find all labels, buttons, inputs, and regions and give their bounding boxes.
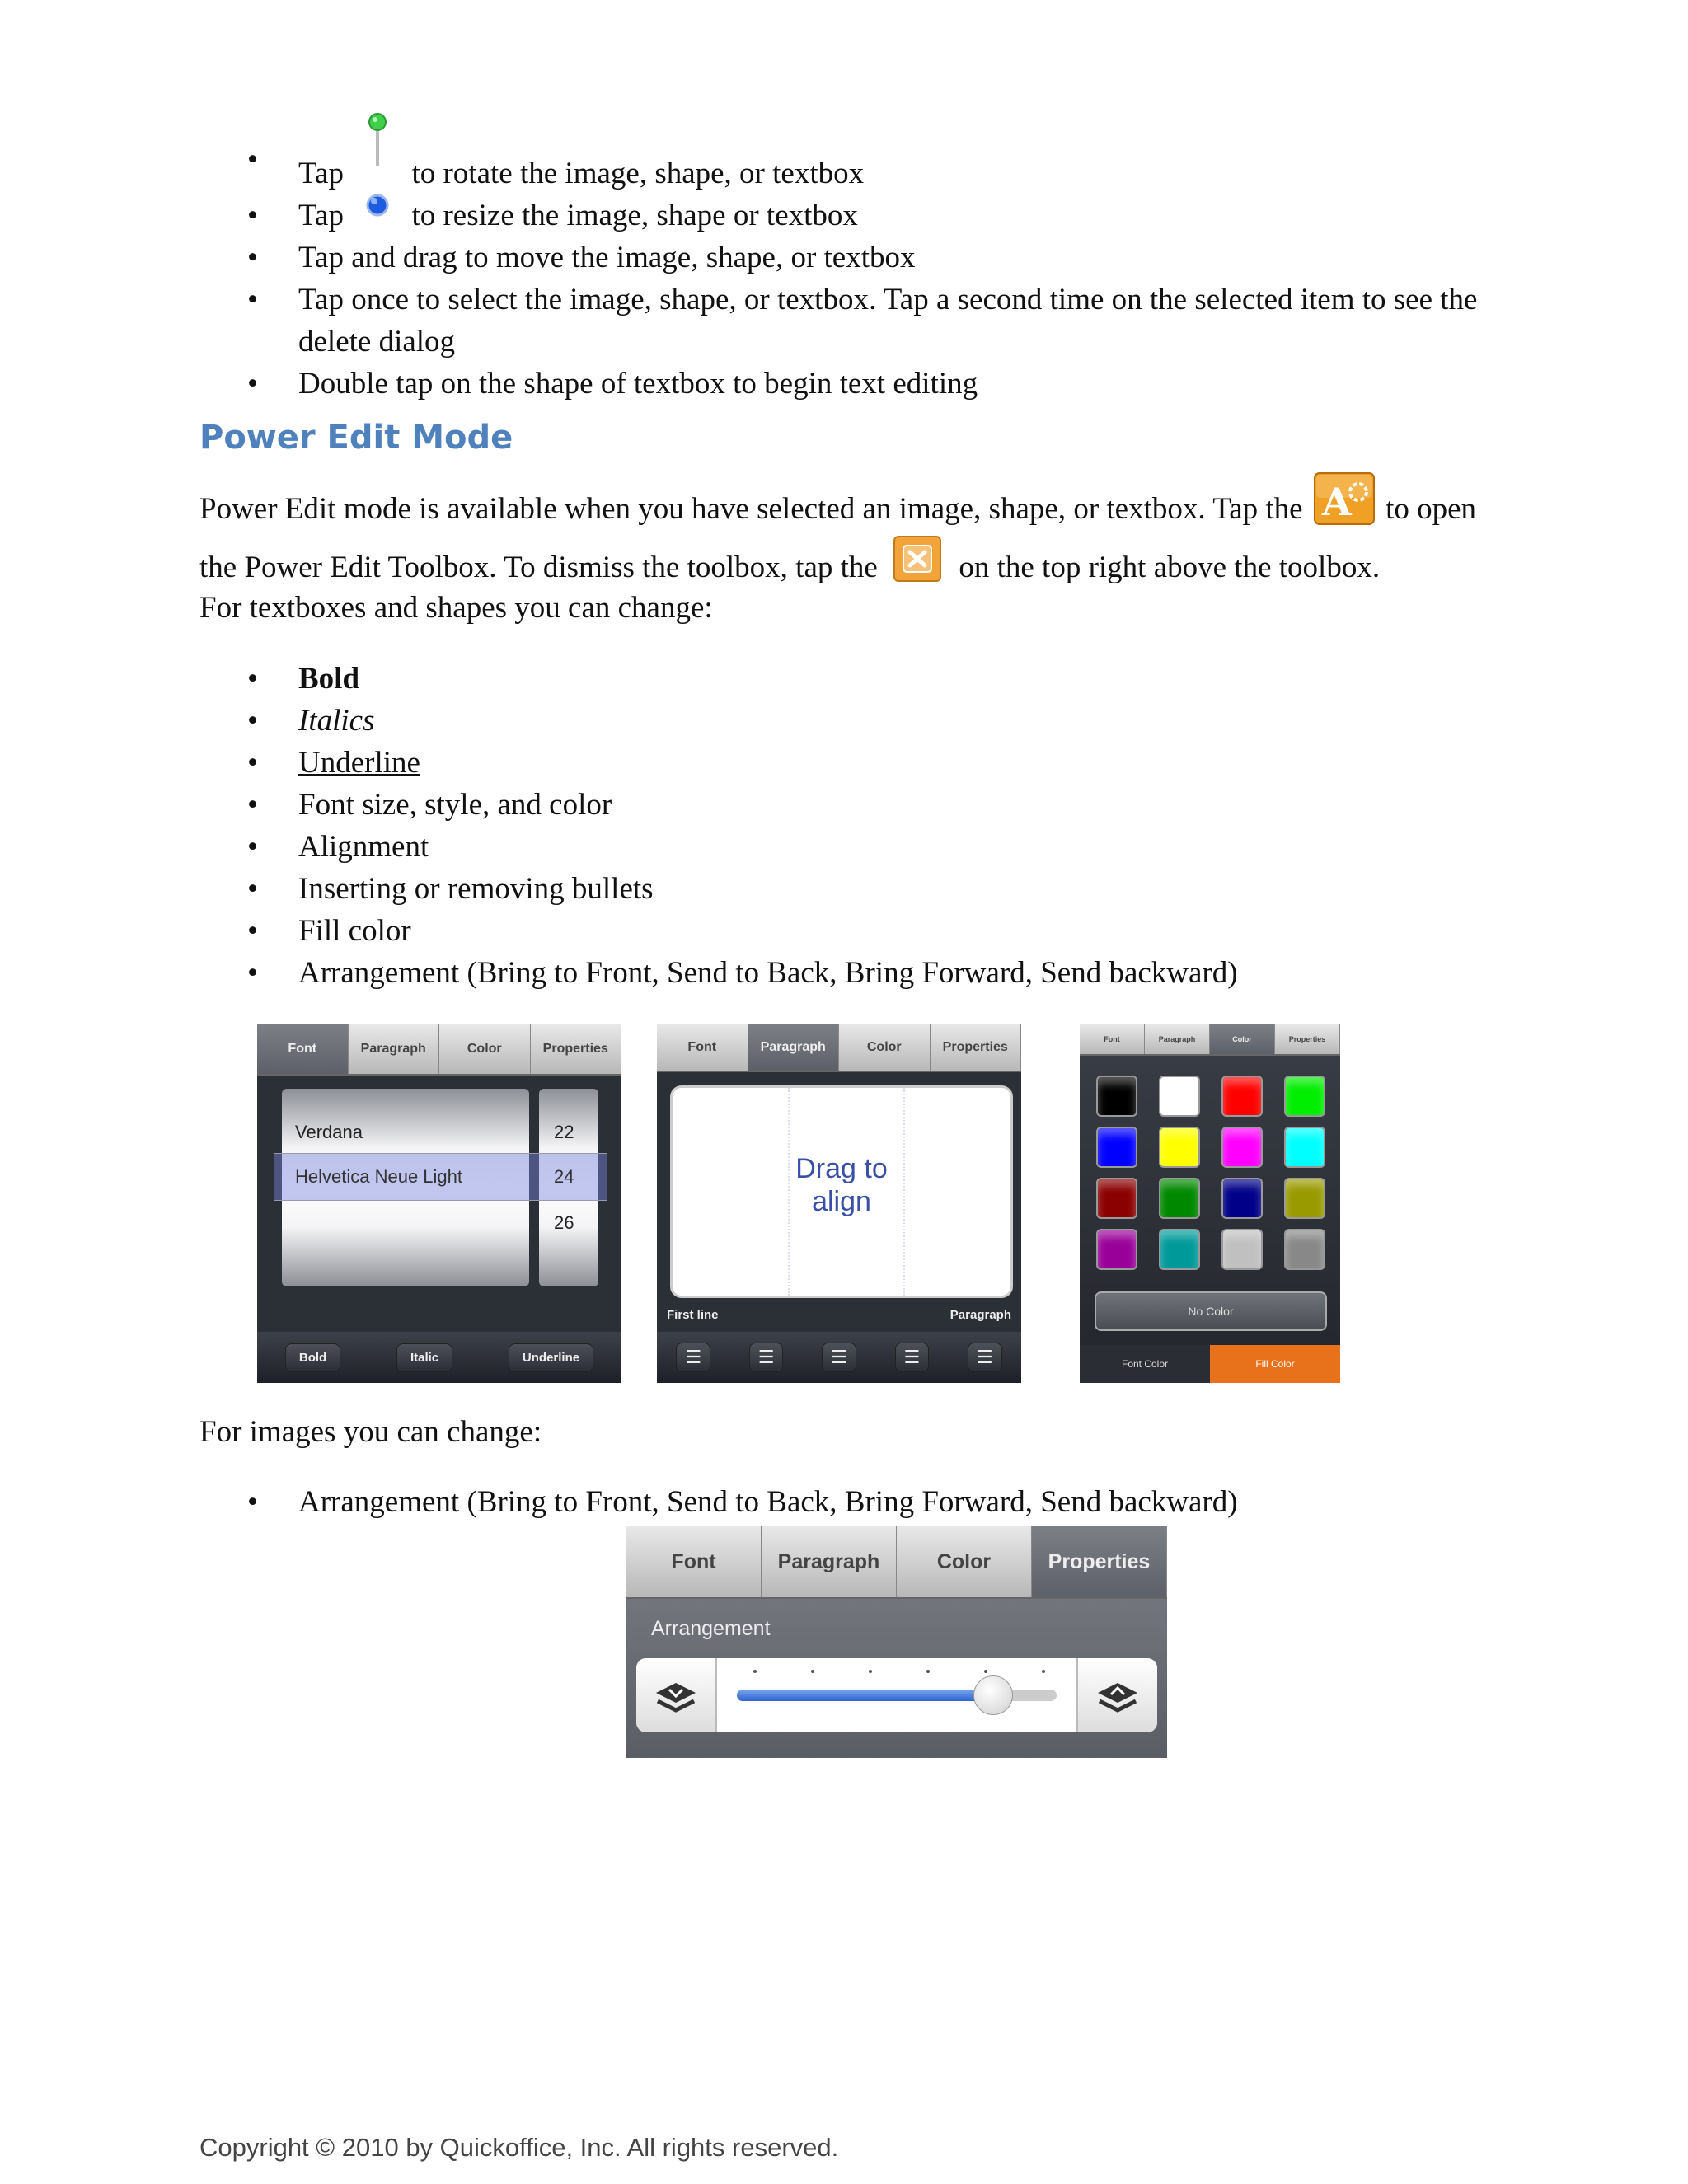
list-item: • Tap to resize the image, shape or textbox	[0, 194, 1502, 237]
layers-down-icon	[636, 1658, 715, 1732]
color-swatch[interactable]	[1096, 1178, 1137, 1219]
color-swatch[interactable]	[1159, 1178, 1200, 1219]
bullet-text: Tap once to select the image, shape, or textbox. Tap a second time on the selected item to see the	[298, 283, 1478, 316]
color-swatch[interactable]	[1284, 1229, 1325, 1270]
intro-text: the Power Edit Toolbox. To dismiss the toolbox, tap the	[199, 551, 878, 584]
tab-bar	[626, 1526, 1167, 1599]
alignment-drag-area[interactable]	[670, 1085, 1013, 1298]
tab-font[interactable]: Font	[626, 1526, 762, 1597]
section-heading: Power Edit Mode	[199, 419, 513, 457]
list-item: • Arrangement (Bring to Front, Send to Back, Bring Forward, Send backward)	[247, 1485, 1238, 1519]
bullet-text: Arrangement (Bring to Front, Send to Back, Bring Forward, Send backward)	[298, 956, 1238, 990]
list-item: • Double tap on the shape of textbox to begin text editing	[247, 367, 978, 401]
font-option-selected[interactable]: Helvetica Neue Light	[295, 1166, 463, 1187]
intro-text: to open	[1386, 492, 1477, 526]
list-item: • Italics	[247, 704, 375, 738]
color-swatch[interactable]	[1284, 1076, 1325, 1117]
tab-properties[interactable]: Properties	[1275, 1024, 1340, 1054]
list-item: • Underline	[247, 746, 420, 780]
size-option[interactable]: 26	[554, 1212, 574, 1233]
color-swatch[interactable]	[1221, 1127, 1263, 1168]
tab-properties[interactable]: Properties	[931, 1024, 1022, 1071]
color-swatch[interactable]	[1096, 1076, 1137, 1117]
bullet-text: Alignment	[298, 830, 429, 864]
color-swatch[interactable]	[1284, 1178, 1325, 1219]
bullet-text: Double tap on the shape of textbox to begin text editing	[298, 367, 978, 401]
indent-decrease-icon[interactable]: ☰	[895, 1343, 930, 1372]
list-item: • Alignment	[247, 830, 429, 864]
slider-tick	[869, 1670, 872, 1673]
bullet-list-icon[interactable]: ☰	[822, 1343, 856, 1372]
align-left-icon[interactable]: ☰	[676, 1343, 710, 1372]
arrangement-label: Arrangement	[651, 1617, 771, 1640]
bullet-text: Inserting or removing bullets	[298, 872, 654, 906]
color-swatch[interactable]	[1096, 1229, 1137, 1270]
svg-text:A: A	[1321, 479, 1352, 524]
alignment-guide	[903, 1088, 905, 1296]
tab-color[interactable]: Color	[897, 1526, 1032, 1597]
layers-up-icon	[1078, 1658, 1157, 1732]
color-swatch[interactable]	[1221, 1229, 1263, 1270]
list-item: • Fill color	[247, 914, 411, 948]
paragraph-label: Paragraph	[950, 1308, 1011, 1322]
tab-color[interactable]: Color	[839, 1024, 931, 1071]
intro-line-2	[199, 546, 1380, 588]
arrangement-control	[636, 1658, 1157, 1732]
list-item: • Font size, style, and color	[247, 788, 612, 822]
tab-font[interactable]: Font	[657, 1024, 748, 1071]
list-item: • Tap and drag to move the image, shape, or textbox	[247, 241, 916, 274]
tab-color[interactable]: Color	[1210, 1024, 1275, 1054]
bullet-text-continued: delete dialog	[298, 325, 456, 359]
bullet-text: Fill color	[298, 914, 411, 948]
slider-ticks	[737, 1670, 1057, 1678]
color-target-bar	[1080, 1345, 1340, 1383]
bold-label: Bold	[298, 662, 360, 696]
intro-text: on the top right above the toolbox.	[959, 551, 1381, 584]
send-to-back-button[interactable]	[636, 1658, 717, 1732]
arrangement-slider-fill	[737, 1690, 992, 1701]
color-swatch[interactable]	[1221, 1076, 1263, 1117]
copyright-footer: Copyright © 2010 by Quickoffice, Inc. All rights reserved.	[199, 2133, 839, 2162]
list-item: • Tap once to select the image, shape, or textbox. Tap a second time on the selected item to see the delete dialog	[247, 283, 1478, 359]
no-color-button[interactable]: No Color	[1095, 1291, 1327, 1331]
tab-properties[interactable]: Properties	[531, 1024, 622, 1074]
color-swatch[interactable]	[1159, 1229, 1200, 1270]
tab-bar	[657, 1024, 1021, 1072]
italic-button[interactable]: Italic	[396, 1343, 452, 1372]
format-bullet-list	[0, 658, 1502, 994]
properties-panel-screenshot	[626, 1526, 1167, 1758]
size-option[interactable]: 22	[554, 1122, 574, 1142]
list-item: • Inserting or removing bullets	[247, 872, 654, 906]
tab-color[interactable]: Color	[439, 1024, 531, 1074]
tab-font[interactable]: Font	[1080, 1024, 1145, 1054]
tab-paragraph[interactable]: Paragraph	[1145, 1024, 1210, 1054]
tab-bar	[257, 1024, 621, 1076]
indent-increase-icon[interactable]: ☰	[968, 1343, 1002, 1372]
arrangement-slider-thumb[interactable]	[973, 1675, 1013, 1715]
slider-tick	[753, 1670, 757, 1673]
arrangement-slider-track[interactable]	[737, 1690, 1057, 1701]
list-item: • Bold	[247, 662, 360, 696]
bullet-text: to rotate the image, shape, or textbox	[411, 157, 865, 190]
tab-paragraph[interactable]: Paragraph	[762, 1526, 897, 1597]
action-bullet-list	[0, 138, 1502, 405]
slider-tick	[1042, 1670, 1045, 1673]
tab-paragraph[interactable]: Paragraph	[349, 1024, 440, 1074]
intro-line-1	[199, 479, 1477, 530]
paragraph-panel-screenshot	[657, 1024, 1021, 1383]
color-panel-screenshot	[1080, 1024, 1340, 1383]
list-item: • Arrangement (Bring to Front, Send to Back, Bring Forward, Send backward)	[247, 956, 1238, 990]
bullet-text: Tap	[298, 157, 344, 190]
intro-line-3: For textboxes and shapes you can change:	[199, 591, 713, 625]
font-panel-screenshot	[257, 1024, 621, 1383]
drag-to-align-label: Drag to align	[795, 1153, 888, 1217]
bullet-text: Tap	[298, 199, 344, 232]
size-option-selected[interactable]: 24	[554, 1166, 574, 1187]
first-line-label: First line	[667, 1308, 719, 1322]
slider-tick	[984, 1670, 987, 1673]
color-swatch[interactable]	[1221, 1178, 1263, 1219]
bullet-text: Arrangement (Bring to Front, Send to Back, Bring Forward, Send backward)	[298, 1485, 1238, 1519]
font-color-tab[interactable]: Font Color	[1080, 1345, 1210, 1383]
font-option[interactable]: Verdana	[295, 1122, 363, 1142]
italics-label: Italics	[298, 704, 375, 738]
underline-button[interactable]: Underline	[509, 1343, 593, 1372]
intro-text: Power Edit mode is available when you have selected an image, shape, or textbox. Tap the	[199, 492, 1303, 526]
bullet-text: Font size, style, and color	[298, 788, 612, 822]
tab-bar	[1080, 1024, 1340, 1056]
rotate-pin-icon	[361, 138, 394, 188]
resize-dot-icon	[361, 202, 394, 235]
color-swatch[interactable]	[1159, 1076, 1200, 1117]
power-edit-icon	[1314, 479, 1375, 528]
tab-properties[interactable]: Properties	[1032, 1526, 1167, 1597]
tab-paragraph[interactable]: Paragraph	[748, 1024, 840, 1071]
fill-color-tab[interactable]: Fill Color	[1210, 1345, 1340, 1383]
underline-label: Underline	[298, 746, 420, 780]
slider-tick	[811, 1670, 814, 1673]
bullet-text: Tap and drag to move the image, shape, or textbox	[298, 241, 916, 274]
font-style-toolbar	[257, 1332, 621, 1383]
images-intro: For images you can change:	[199, 1415, 542, 1449]
images-bullet-list	[0, 1481, 1502, 1523]
color-swatch-grid	[1093, 1072, 1327, 1278]
slider-tick	[926, 1670, 930, 1673]
tab-font[interactable]: Font	[257, 1024, 349, 1074]
list-item: • Tap to rotate the image, shape, or textbox	[0, 138, 1502, 194]
align-justify-icon[interactable]: ☰	[749, 1343, 784, 1372]
paragraph-toolbar	[657, 1332, 1021, 1383]
bring-to-front-button[interactable]	[1076, 1658, 1157, 1732]
color-swatch[interactable]	[1284, 1127, 1325, 1168]
bullet-text: to resize the image, shape or textbox	[411, 199, 858, 232]
bold-button[interactable]: Bold	[285, 1343, 340, 1372]
color-swatch[interactable]	[1159, 1127, 1200, 1168]
color-swatch[interactable]	[1096, 1127, 1137, 1168]
close-toolbox-icon	[893, 554, 943, 587]
